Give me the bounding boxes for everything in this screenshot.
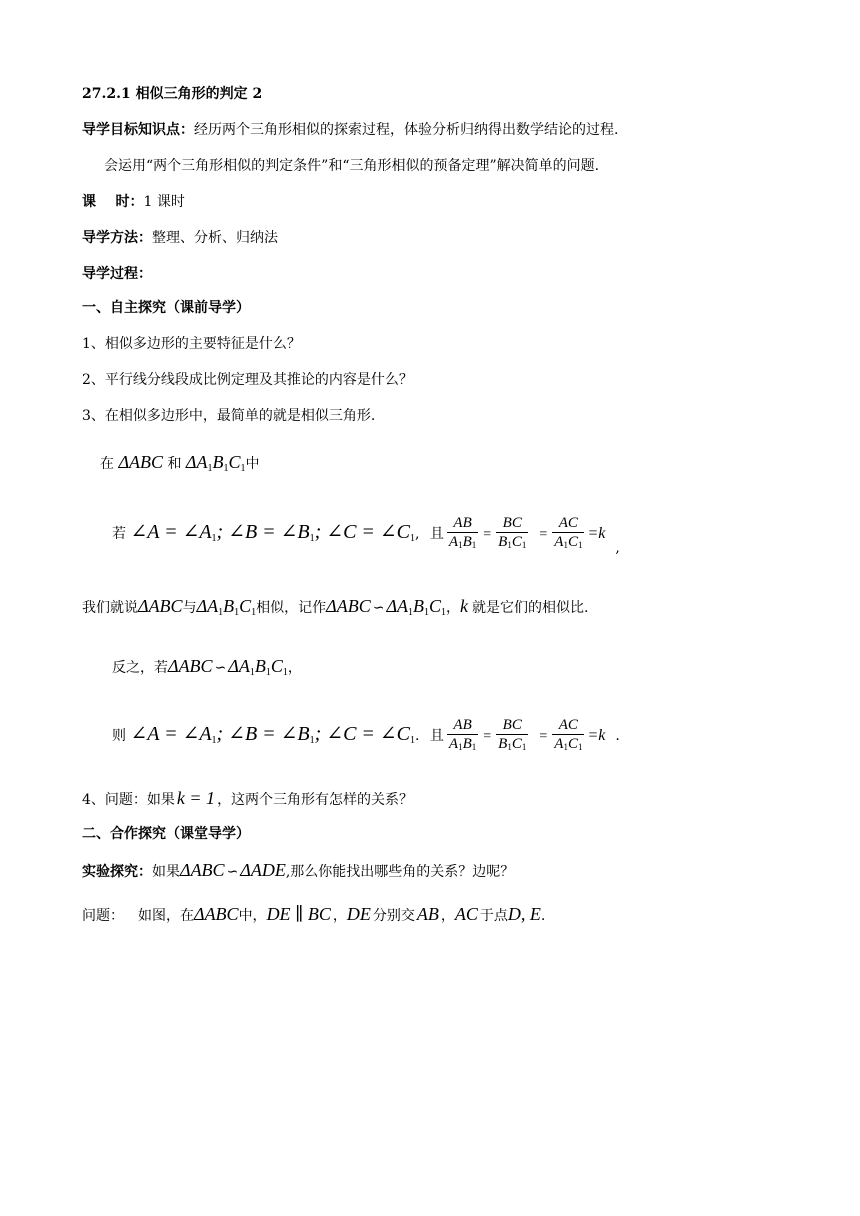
consequence-line	[112, 714, 620, 761]
method-line	[82, 228, 278, 248]
fraction-ab: $\frac{AB}{A_1B_1}$	[447, 514, 478, 554]
question-1: 1、相似多边形的主要特征是什么？	[82, 336, 301, 352]
problem-text-2: 中，	[238, 908, 267, 924]
segment-ac: AC	[454, 904, 478, 924]
similarity-definition-line: 我们就说ΔABC与$\Delta A_1B_1C_1$相似，记作ΔABC ∽ $\Delta A_1B_1C_1$，k 就是它们的相似比.	[82, 596, 589, 618]
k-symbol: k	[460, 596, 469, 616]
equals: =	[539, 729, 548, 744]
q4-prefix: 4、问题：如果	[82, 792, 175, 808]
fraction-bc: $\frac{BC}{B_1C_1}$	[496, 716, 528, 756]
condition-line	[112, 512, 620, 568]
fraction-ac: $\frac{AC}{A_1C_1}$	[552, 514, 584, 554]
page-title: 27.2.1 相似三角形的判定 2	[82, 86, 263, 102]
text-fanzhi: 反之，若	[112, 660, 168, 676]
experiment-prefix: 如果	[152, 864, 180, 880]
equals: =	[539, 527, 548, 542]
method-value: 整理、分析、归纳法	[152, 230, 278, 246]
question-3: 3、在相似多边形中，最简单的就是相似三角形.	[82, 408, 376, 424]
segment-de: DE	[346, 904, 371, 924]
fraction-ac: $\frac{AC}{A_1C_1}$	[552, 716, 584, 756]
similar-symbol: ∽	[214, 661, 227, 676]
triangle-a1b1c1: $\Delta A_1B_1C_1$	[185, 452, 246, 474]
text-k-desc: 就是它们的相似比.	[472, 600, 589, 616]
equals-k: =k	[587, 525, 606, 542]
triangle-intro-line	[100, 452, 260, 479]
period-line	[82, 192, 185, 212]
problem-text-1: 如图，在	[138, 908, 194, 924]
text-ze: 则	[112, 728, 126, 744]
problem-line	[82, 904, 545, 926]
text-qie: 且	[429, 526, 444, 542]
problem-text-4: 分别交	[372, 908, 415, 924]
q4-expression: k = 1	[176, 788, 216, 808]
text-zai: 在	[100, 456, 114, 472]
triangle-abc: ΔABC	[326, 596, 371, 616]
triangle-ade: ΔADE	[240, 860, 286, 880]
similar-symbol: ∽	[372, 601, 385, 616]
section1-heading: 一、自主探究（课前导学）	[82, 300, 250, 316]
similar-symbol: ∽	[226, 865, 239, 880]
experiment-label: 实验探究：	[82, 864, 152, 880]
fraction-ab: $\frac{AB}{A_1B_1}$	[447, 716, 478, 756]
problem-text-3: ，	[332, 908, 347, 924]
section2-heading: 二、合作探究（课堂导学）	[82, 826, 250, 842]
period-label: 课 时：	[82, 194, 144, 210]
objectives-line-1	[82, 120, 618, 140]
triangle-a1b1c1: $\Delta A_1B_1C_1$	[196, 596, 257, 618]
equals: =	[483, 527, 492, 542]
text-qie: 且	[429, 728, 444, 744]
process-label: 导学过程：	[82, 266, 152, 282]
triangle-a1b1c1: $\Delta A_1B_1C_1$	[228, 656, 288, 678]
period-mark: .	[615, 728, 620, 744]
problem-label: 问题：	[82, 908, 124, 924]
objectives-line-2: 会运用“两个三角形相似的判定条件”和“三角形相似的预备定理”解决简单的问题.	[104, 158, 600, 174]
period-value: 1 课时	[143, 194, 185, 210]
fraction-bc: $\frac{BC}{B_1C_1}$	[496, 514, 528, 554]
problem-text-5: ，	[440, 908, 455, 924]
period-mark: .	[415, 728, 420, 744]
question-4	[82, 788, 413, 810]
q4-suffix: ，这两个三角形有怎样的关系？	[217, 792, 414, 808]
converse-line: 反之，若ΔABC ∽ $\Delta A_1B_1C_1$，	[112, 656, 302, 678]
experiment-suffix: ,那么你能找出哪些角的关系？边呢？	[285, 864, 515, 880]
text-he: 和	[167, 456, 182, 472]
triangle-abc: ΔABC	[168, 656, 213, 676]
angle-equalities: ∠A = $\angle A_1$; ∠B = $\angle B_1$; ∠C = $\angle C_1$	[130, 723, 416, 746]
text-zhong: 中	[245, 456, 260, 472]
question-2: 2、平行线分线段成比例定理及其推论的内容是什么？	[82, 372, 413, 388]
triangle-abc: ΔABC	[180, 860, 225, 880]
parallel-expression: DE ∥ BC	[266, 904, 331, 924]
objectives-text-1: 经历两个三角形相似的探索过程，体验分析归纳得出数学结论的过程.	[194, 122, 619, 138]
comma: ,	[415, 526, 420, 542]
method-label: 导学方法：	[82, 230, 152, 246]
angle-equalities: ∠A = $\angle A_1$; ∠B = $\angle B_1$; ∠C = $\angle C_1$	[130, 521, 416, 544]
text-xiangsi-jizuo: 相似，记作	[256, 600, 327, 616]
text-yu: 与	[182, 600, 197, 616]
problem-text-7: .	[540, 908, 546, 924]
triangle-abc: ΔABC	[138, 596, 183, 616]
problem-text-6: 于点	[479, 908, 508, 924]
text-women: 我们就说	[82, 600, 138, 616]
equals-k: =k	[587, 727, 606, 744]
comma: ,	[615, 540, 620, 556]
triangle-abc: ΔABC	[194, 904, 239, 924]
triangle-abc: ΔABC	[118, 452, 164, 472]
text-ruo: 若	[112, 526, 126, 542]
segment-ab: AB	[416, 904, 439, 924]
experiment-line	[82, 860, 514, 883]
objectives-label: 导学目标知识点：	[82, 122, 194, 138]
points-de: D, E	[507, 904, 541, 924]
equals: =	[483, 729, 492, 744]
triangle-a1b1c1: $\Delta A_1B_1C_1$	[386, 596, 447, 618]
